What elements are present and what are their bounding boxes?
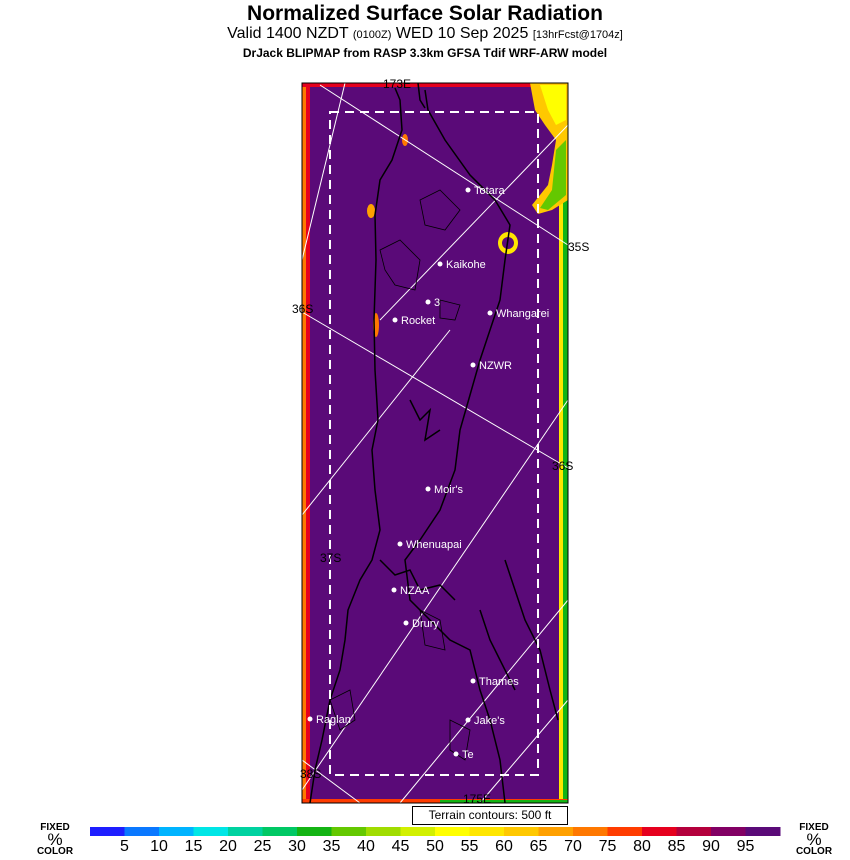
cloud-spot-west: [367, 204, 375, 218]
svg-text:Te: Te: [462, 749, 474, 761]
colorbar-swatch: [297, 827, 332, 836]
colorbar-swatch: [746, 827, 781, 836]
svg-text:NZAA: NZAA: [400, 585, 430, 597]
colorbar-tick-label: 35: [322, 838, 341, 855]
colorbar-swatch: [401, 827, 436, 836]
colorbar-swatch: [504, 827, 539, 836]
color-label-right: COLOR: [795, 846, 833, 857]
edge-band-top: [302, 83, 568, 87]
colorbar-tick-label: 20: [219, 838, 237, 855]
svg-text:Thames: Thames: [479, 676, 519, 688]
svg-text:Whenuapai: Whenuapai: [406, 539, 462, 551]
valid-date: WED 10 Sep 2025: [395, 25, 529, 42]
svg-text:Moir's: Moir's: [434, 484, 463, 496]
svg-text:Kaikohe: Kaikohe: [446, 259, 486, 271]
colorbar-tick-label: 30: [288, 838, 306, 855]
grid-label-38s: 38S: [300, 767, 322, 781]
svg-text:Totara: Totara: [474, 185, 505, 197]
svg-text:Whangarei: Whangarei: [496, 308, 550, 320]
colorbar-swatch: [194, 827, 229, 836]
grid-label-36s-east: 36S: [552, 459, 574, 473]
valid-prefix: Valid 1400 NZDT: [227, 25, 349, 42]
colorbar-swatch: [470, 827, 505, 836]
colorbar-swatch: [90, 827, 125, 836]
svg-text:3: 3: [434, 297, 441, 309]
colorbar-swatch: [608, 827, 643, 836]
edge-band-left-inner: [306, 83, 310, 803]
svg-text:Raglan: Raglan: [316, 714, 351, 726]
model-info: DrJack BLIPMAP from RASP 3.3km GFSA Tdif WRF-ARW model: [242, 46, 608, 60]
grid-label-37s: 37S: [320, 551, 342, 565]
colorbar-left-label: [35, 823, 75, 857]
colorbar-tick-label: 40: [357, 838, 375, 855]
place-whangarei: [488, 308, 550, 320]
colorbar-swatch: [642, 827, 677, 836]
colorbar-swatch: [677, 827, 712, 836]
colorbar-swatch: [711, 827, 746, 836]
colorbar-tick-label: 5: [120, 838, 129, 855]
colorbar-tick-label: 95: [736, 838, 755, 855]
colorbar-tick-label: 80: [633, 838, 651, 855]
chart-title: Normalized Surface Solar Radiation: [247, 2, 603, 25]
colorbar-tick-label: 60: [495, 838, 513, 855]
colorbar-tick-label: 85: [667, 838, 686, 855]
percent-unit-right: %: [806, 830, 822, 849]
forecast-info: [13hrFcst@1704z]: [532, 29, 623, 41]
colorbar-swatch: [435, 827, 470, 836]
colorbar-swatch: [573, 827, 608, 836]
colorbar-tick-label: 10: [150, 838, 168, 855]
colorbar-tick-label: 65: [529, 838, 548, 855]
edge-band-left-outer: [302, 83, 306, 803]
grid-label-173e: 173E: [383, 77, 412, 91]
svg-text:Jake's: Jake's: [474, 715, 505, 727]
colorbar-tick-label: 50: [426, 838, 444, 855]
colorbar-tick-label: 45: [391, 838, 410, 855]
colorbar-tick-label: 75: [598, 838, 617, 855]
terrain-contour-legend: Terrain contours: 500 ft: [412, 806, 568, 825]
colorbar-swatch: [228, 827, 263, 836]
colorbar-right-label: [794, 823, 834, 857]
colorbar-tick-label: 70: [564, 838, 582, 855]
fixed-label-left: FIXED: [40, 822, 70, 833]
colorbar-tick-label: 55: [460, 838, 479, 855]
grid-label-35s: 35S: [568, 240, 590, 254]
colorbar-tick-label: 25: [253, 838, 272, 855]
percent-unit-left: %: [47, 830, 63, 849]
svg-text:Rocket: Rocket: [401, 315, 436, 327]
colorbar-swatch: [159, 827, 194, 836]
grid-label-36s-west: 36S: [292, 302, 314, 316]
svg-text:NZWR: NZWR: [479, 360, 512, 372]
map-field: [302, 83, 568, 803]
grid-label-175e: 175E: [463, 792, 492, 806]
colorbar-swatch: [263, 827, 298, 836]
colorbar-tick-label: 90: [702, 838, 720, 855]
valid-utc: (0100Z): [352, 29, 392, 41]
colorbar-swatch: [366, 827, 401, 836]
colorbar-swatch: [125, 827, 160, 836]
colorbar-swatch: [332, 827, 367, 836]
colorbar-tick-label: 15: [184, 838, 203, 855]
colorbar: [90, 827, 781, 855]
fixed-label-right: FIXED: [799, 822, 829, 833]
color-label-left: COLOR: [36, 846, 74, 857]
svg-text:Drury: Drury: [412, 618, 439, 630]
colorbar-swatch: [539, 827, 574, 836]
place-whenuapai: [398, 539, 462, 551]
